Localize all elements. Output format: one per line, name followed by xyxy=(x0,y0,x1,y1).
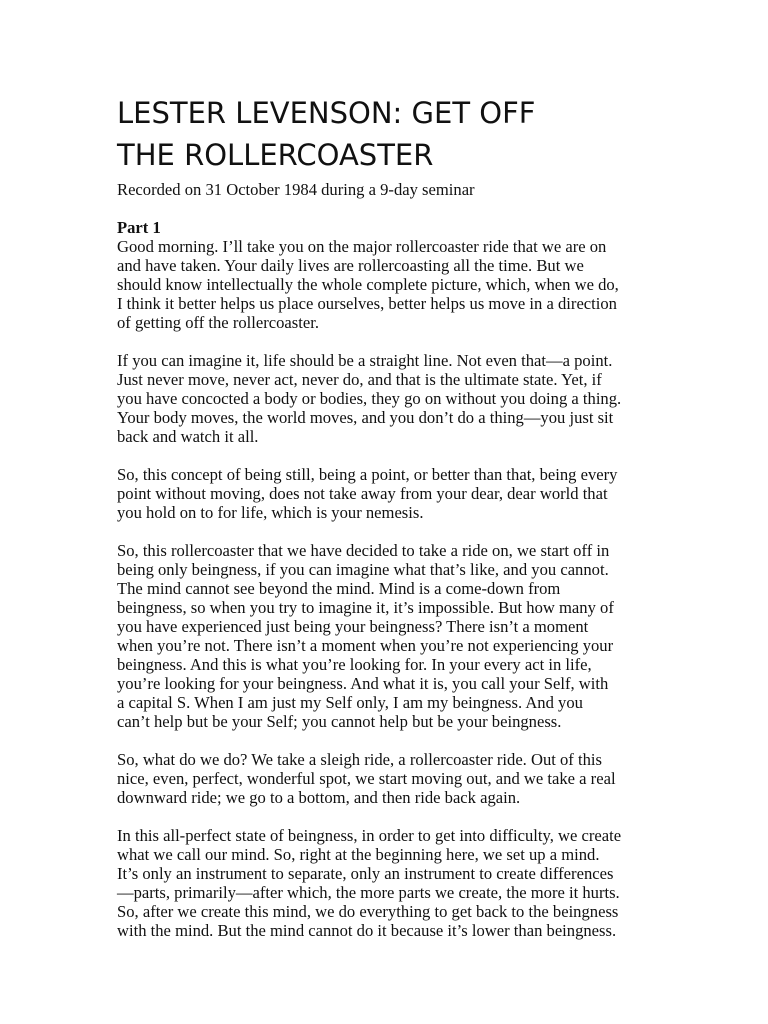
paragraph-line: nice, even, perfect, wonderful spot, we start moving out, and we take a real xyxy=(117,769,616,788)
paragraph-line: Your body moves, the world moves, and you don’t do a thing—you just sit xyxy=(117,408,614,427)
body-paragraph xyxy=(117,351,657,446)
part-heading: Part 1 xyxy=(117,218,161,237)
paragraph-line: can’t help but be your Self; you cannot help but be your beingness. xyxy=(117,712,562,731)
title-line: LESTER LEVENSON: GET OFF xyxy=(117,96,536,130)
paragraph-list xyxy=(117,237,657,940)
title-line: THE ROLLERCOASTER xyxy=(117,138,434,172)
paragraph-line: of getting off the rollercoaster. xyxy=(117,313,319,332)
paragraph-line: you’re looking for your beingness. And what it is, you call your Self, with xyxy=(117,674,609,693)
paragraph-line: In this all-perfect state of beingness, in order to get into difficulty, we create xyxy=(117,826,622,845)
body-paragraph xyxy=(117,541,657,731)
paragraph-line: a capital S. When I am just my Self only, I am my beingness. And you xyxy=(117,693,583,712)
paragraph-line: you have experienced just being your beingness? There isn’t a moment xyxy=(117,617,589,636)
paragraph-line: and have taken. Your daily lives are rollercoasting all the time. But we xyxy=(117,256,584,275)
paragraph-line: Just never move, never act, never do, and that is the ultimate state. Yet, if xyxy=(117,370,602,389)
paragraph-line: I think it better helps us place ourselves, better helps us move in a direction xyxy=(117,294,617,313)
paragraph-line: with the mind. But the mind cannot do it because it’s lower than beingness. xyxy=(117,921,617,940)
body-paragraph xyxy=(117,826,657,940)
paragraph-line: you hold on to for life, which is your nemesis. xyxy=(117,503,424,522)
recording-info: Recorded on 31 October 1984 during a 9-day seminar xyxy=(117,180,475,199)
paragraph-line: It’s only an instrument to separate, only an instrument to create differences xyxy=(117,864,614,883)
body-paragraph xyxy=(117,465,657,522)
paragraph-line: point without moving, does not take away from your dear, dear world that xyxy=(117,484,608,503)
paragraph-line: So, after we create this mind, we do everything to get back to the beingness xyxy=(117,902,619,921)
paragraph-line: downward ride; we go to a bottom, and then ride back again. xyxy=(117,788,521,807)
paragraph-line: So, this rollercoaster that we have decided to take a ride on, we start off in xyxy=(117,541,610,560)
paragraph-line: Good morning. I’ll take you on the major rollercoaster ride that we are on xyxy=(117,237,607,256)
body-paragraph xyxy=(117,750,657,807)
paragraph-line: should know intellectually the whole complete picture, which, when we do, xyxy=(117,275,619,294)
paragraph-line: you have concocted a body or bodies, they go on without you doing a thing. xyxy=(117,389,622,408)
document-title xyxy=(117,92,657,176)
document-body xyxy=(117,92,657,959)
paragraph-line: So, what do we do? We take a sleigh ride, a rollercoaster ride. Out of this xyxy=(117,750,602,769)
body-paragraph xyxy=(117,237,657,332)
paragraph-line: The mind cannot see beyond the mind. Mind is a come-down from xyxy=(117,579,561,598)
paragraph-line: If you can imagine it, life should be a straight line. Not even that—a point. xyxy=(117,351,613,370)
paragraph-line: —parts, primarily—after which, the more parts we create, the more it hurts. xyxy=(117,883,620,902)
paragraph-line: what we call our mind. So, right at the beginning here, we set up a mind. xyxy=(117,845,600,864)
paragraph-line: So, this concept of being still, being a point, or better than that, being every xyxy=(117,465,618,484)
paragraph-line: beingness, so when you try to imagine it, it’s impossible. But how many of xyxy=(117,598,614,617)
paragraph-line: back and watch it all. xyxy=(117,427,259,446)
paragraph-line: being only beingness, if you can imagine what that’s like, and you cannot. xyxy=(117,560,609,579)
paragraph-line: beingness. And this is what you’re looking for. In your every act in life, xyxy=(117,655,592,674)
paragraph-line: when you’re not. There isn’t a moment when you’re not experiencing your xyxy=(117,636,614,655)
